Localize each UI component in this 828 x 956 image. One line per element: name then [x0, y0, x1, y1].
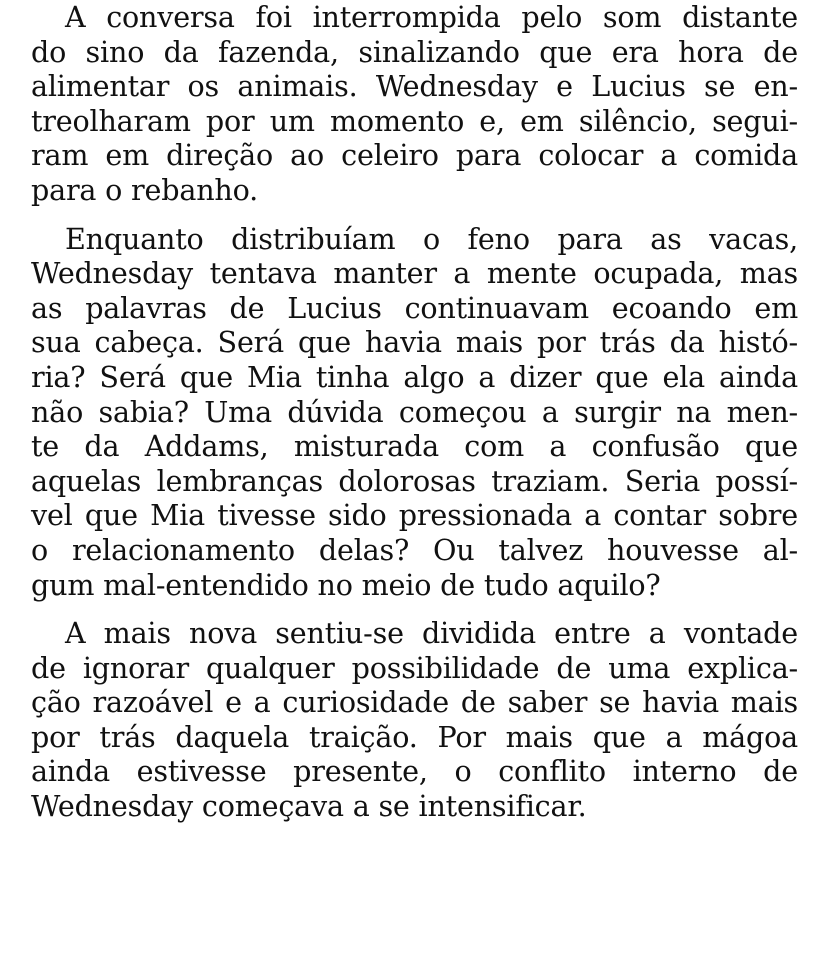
- text-line: Enquanto distribuíam o feno para as vacas,: [65, 221, 798, 256]
- text-line: Wednesday tentava manter a mente ocupada, mas: [31, 256, 798, 291]
- text-line: te da Addams, misturada com a confusão que: [31, 429, 798, 464]
- text-line: o relacionamento delas? Ou talvez houvesse al-: [31, 532, 798, 567]
- text-line: ram em direção ao celeiro para colocar a comida: [31, 138, 798, 173]
- text-line: sua cabeça. Será que havia mais por trás da histó-: [31, 325, 798, 360]
- text-line: de ignorar qualquer possibilidade de uma explica-: [31, 650, 798, 685]
- text-line: para o rebanho.: [31, 172, 259, 207]
- text-line: do sino da fazenda, sinalizando que era hora de: [31, 34, 798, 69]
- text-line: aquelas lembranças dolorosas traziam. Seria possí-: [31, 463, 798, 498]
- text-line: gum mal-entendido no meio de tudo aquilo?: [31, 567, 661, 602]
- text-line: ção razoável e a curiosidade de saber se havia mais: [31, 685, 798, 720]
- text-line: A conversa foi interrompida pelo som distante: [65, 0, 798, 34]
- paragraph-2: [31, 222, 798, 603]
- text-line: treolharam por um momento e, em silêncio, segui-: [31, 103, 798, 138]
- book-page: [31, 0, 798, 824]
- text-line: Wednesday começava a se intensificar.: [31, 789, 587, 824]
- text-line: não sabia? Uma dúvida começou a surgir na men-: [31, 394, 798, 429]
- paragraph-1: [31, 0, 798, 208]
- text-line: ria? Será que Mia tinha algo a dizer que ela ainda: [31, 359, 798, 394]
- text-line: por trás daquela traição. Por mais que a mágoa: [31, 719, 798, 754]
- text-line: vel que Mia tivesse sido pressionada a contar sobre: [31, 498, 798, 533]
- text-line: alimentar os animais. Wednesday e Lucius se en-: [31, 69, 798, 104]
- paragraph-3: [31, 616, 798, 824]
- text-line: ainda estivesse presente, o conflito interno de: [31, 754, 798, 789]
- text-line: A mais nova sentiu-se dividida entre a vontade: [65, 616, 798, 651]
- text-line: as palavras de Lucius continuavam ecoando em: [31, 290, 798, 325]
